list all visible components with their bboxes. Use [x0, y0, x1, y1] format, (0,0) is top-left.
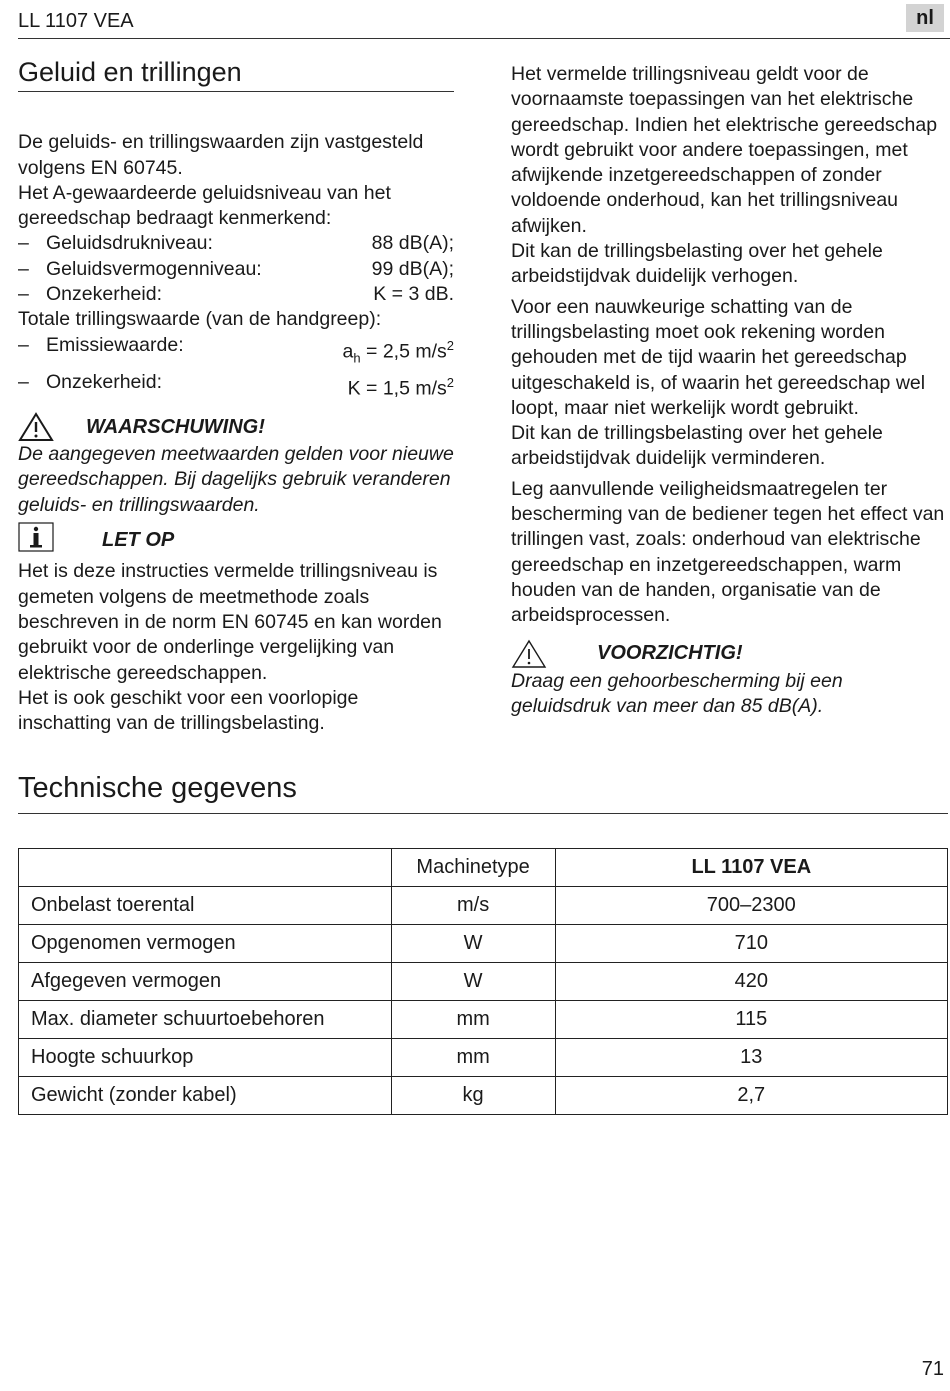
table-cell: 700–2300: [555, 887, 947, 925]
vibration-item: – Onzekerheid: K = 1,5 $m/s^2$: [18, 370, 454, 402]
table-row: [19, 925, 948, 963]
paragraph: Het vermelde trillingsniveau geldt voor de voornaamste toepassingen van het elektrische gereedschap. Indien het elektrische gereedschap wordt gebruikt voor andere toepassingen, met afwijkende inzetgereedschappen of zonder voldoende onderhoud, kan het trillingsniveau afwijken.: [511, 63, 938, 237]
table-cell: 710: [555, 925, 947, 963]
vibration-item-value: K = 1,5 $m/s^2$: [347, 375, 454, 400]
paragraph: Dit kan de trillingsbelasting over het gehele arbeidstijdvak duidelijk verminderen.: [511, 422, 883, 470]
info-icon: [18, 522, 54, 559]
table-cell: Gewicht (zonder kabel): [19, 1077, 392, 1115]
a-weighted-paragraph: Het A-gewaardeerde geluidsniveau van het gereedschap bedraagt kenmerkend:: [18, 181, 391, 230]
table-cell: Afgegeven vermogen: [19, 963, 392, 1001]
paragraph: Leg aanvullende veiligheidsmaatregelen ter bescherming van de bediener tegen het effect van trillingen vast, zoals: onderhoud van elektrische gereedschap en inzetgereedschappen, warm houden van de handen, organisatie van de arbeidsprocessen.: [511, 477, 945, 627]
sound-item-value: 88 dB(A);: [371, 232, 454, 255]
vibration-item-value: $a_h = 2,5$ $m/s^2$: [342, 337, 454, 366]
sound-item: – Geluidsvermogenniveau: 99 dB(A);: [18, 257, 454, 282]
sound-item: – Onzekerheid: K = 3 dB.: [18, 282, 454, 307]
vibration-total-label: Totale trillingswaarde (van de handgreep):: [18, 308, 382, 331]
language-badge: nl: [906, 4, 944, 32]
table-row: [19, 1039, 948, 1077]
note-title: LET OP: [102, 529, 175, 552]
table-cell: Max. diameter schuurtoebehoren: [19, 1001, 392, 1039]
section-title-sound: Geluid en trillingen: [18, 58, 454, 92]
table-header-row: [19, 849, 948, 887]
warning-triangle-icon: [511, 639, 549, 669]
table-header-cell: Machinetype: [391, 849, 555, 887]
sound-item-label: Geluidsvermogenniveau:: [46, 257, 262, 280]
table-cell: kg: [391, 1077, 555, 1115]
vibration-item: – Emissiewaarde: $a_h = 2,5$ $m/s^2$: [18, 333, 454, 371]
table-cell: mm: [391, 1039, 555, 1077]
table-row: [19, 1001, 948, 1039]
table-header-cell: LL 1107 VEA: [555, 849, 947, 887]
page-number: 71: [921, 1358, 944, 1380]
intro-paragraph: De geluids- en trillingswaarden zijn vastgesteld volgens EN 60745.: [18, 131, 424, 179]
document-model-title: LL 1107 VEA: [18, 10, 134, 32]
sound-item-value: 99 dB(A);: [371, 257, 454, 280]
table-header-cell: [19, 849, 392, 887]
warning-text: De aangegeven meetwaarden gelden voor nieuwe gereedschappen. Bij dagelijks gebruik veranderen geluids- en trillingswaarden.: [18, 443, 454, 516]
table-cell: Opgenomen vermogen: [19, 925, 392, 963]
note-text: Het is deze instructies vermelde trillingsniveau is gemeten volgens de meetmethode zoals beschreven in de norm EN 60745 en kan worden gebruikt voor de onderlinge vergelijking van elektrische gereedschappen.: [18, 560, 442, 684]
sound-item-label: Onzekerheid:: [46, 283, 162, 306]
warning-heading: [18, 412, 454, 442]
table-row: [19, 1077, 948, 1115]
table-row: [19, 963, 948, 1001]
left-column: [18, 58, 454, 736]
sound-item: – Geluidsdrukniveau: 88 dB(A);: [18, 231, 454, 256]
warning-title: WAARSCHUWING!: [86, 415, 265, 438]
table-cell: W: [391, 963, 555, 1001]
table-cell: Onbelast toerental: [19, 887, 392, 925]
note-text: Het is ook geschikt voor een voorlopige inschatting van de trillingsbelasting.: [18, 686, 359, 735]
caution-text: Draag een gehoorbescherming bij een geluidsdruk van meer dan 85 dB(A).: [511, 669, 843, 717]
sound-item-label: Geluidsdrukniveau:: [46, 232, 213, 255]
right-column: [511, 62, 947, 719]
spec-table: [18, 848, 948, 1115]
header-divider: [18, 38, 950, 39]
vibration-item-label: Emissiewaarde:: [46, 333, 184, 356]
tech-section: [18, 772, 948, 814]
table-cell: 2,7: [555, 1077, 947, 1115]
table-cell: 13: [555, 1039, 947, 1077]
table-row: [19, 887, 948, 925]
table-cell: m/s: [391, 887, 555, 925]
paragraph: Voor een nauwkeurige schatting van de trillingsbelasting moet ook rekening worden gehouden met de tijd waarin het gereedschap uitgeschakeld is, of waarin het gereedschap wel loopt, maar niet werkelijk wordt gebruikt.: [511, 295, 926, 419]
warning-triangle-icon: [18, 412, 56, 442]
sound-item-value: K = 3 dB.: [373, 283, 454, 306]
section-title-tech: Technische gegevens: [18, 772, 948, 814]
table-cell: 115: [555, 1001, 947, 1039]
paragraph: Dit kan de trillingsbelasting over het gehele arbeidstijdvak duidelijk verhogen.: [511, 240, 883, 288]
caution-title: VOORZICHTIG!: [597, 641, 743, 664]
table-cell: Hoogte schuurkop: [19, 1039, 392, 1077]
note-heading: [18, 522, 454, 559]
vibration-item-label: Onzekerheid:: [46, 371, 162, 394]
table-cell: mm: [391, 1001, 555, 1039]
caution-heading: [511, 639, 947, 669]
table-cell: W: [391, 925, 555, 963]
table-cell: 420: [555, 963, 947, 1001]
